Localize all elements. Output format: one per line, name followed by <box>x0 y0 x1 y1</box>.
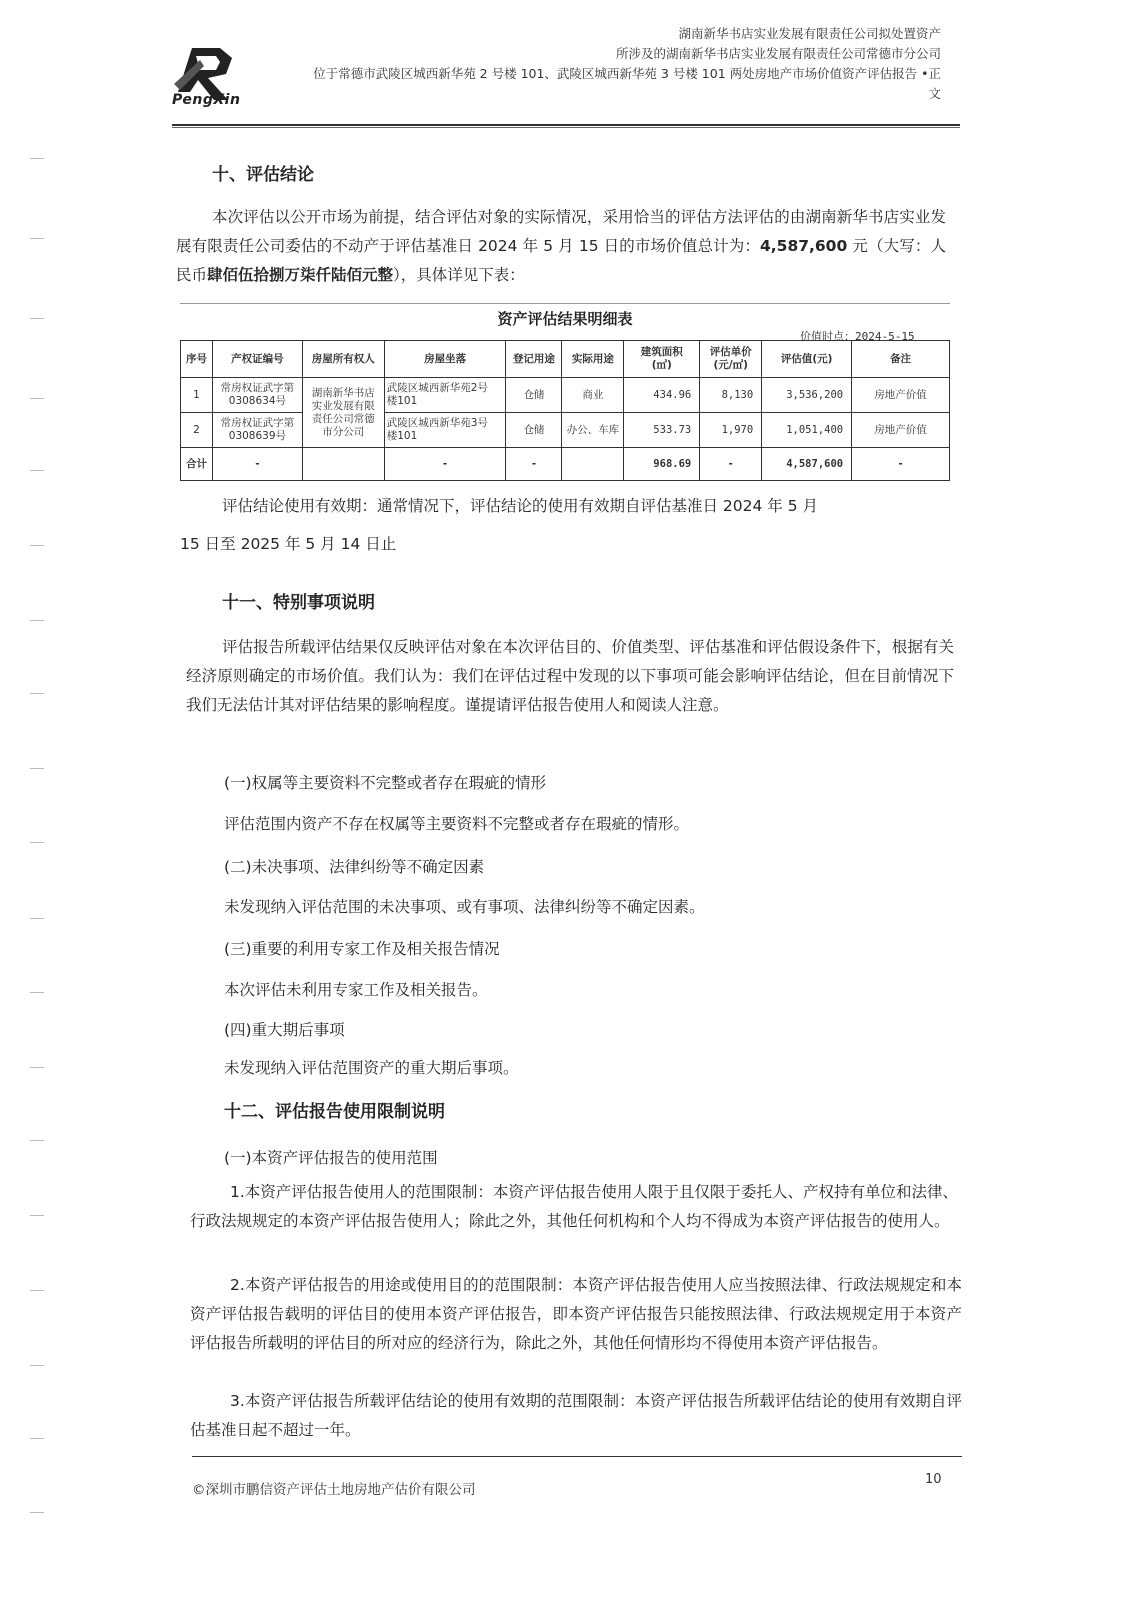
column-header: 评估值(元) <box>762 341 852 378</box>
table-cell: 968.69 <box>624 448 700 481</box>
header-line: 位于常德市武陵区城西新华苑 2 号楼 101、武陵区城西新华苑 3 号楼 101 两处房地产市场价值资产评估报告 •正 <box>313 66 941 81</box>
table-cell: 武陵区城西新华苑2号 楼101 <box>384 378 506 413</box>
margin-mark <box>30 1512 44 1513</box>
column-header: 建筑面积 (㎡) <box>624 341 700 378</box>
table-cell: 湖南新华书店 实业发展有限 责任公司常德 市分公司 <box>302 378 384 448</box>
table-cell: 房地产价值 <box>852 413 950 448</box>
column-header: 房屋坐落 <box>384 341 506 378</box>
usage-paragraph: 1.本资产评估报告使用人的范围限制：本资产评估报告使用人限于且仅限于委托人、产权持有单位和法律、行政法规规定的本资产评估报告使用人；除此之外，其他任何机构和个人均不得成为本资产评估报告的使用人。 <box>190 1183 958 1230</box>
table-title: 资产评估结果明细表 <box>497 310 633 328</box>
usage-paragraph: 2.本资产评估报告的用途或使用目的的范围限制：本资产评估报告使用人应当按照法律、行政法规规定和本资产评估报告载明的评估目的使用本资产评估报告，即本资产评估报告只能按照法律、行政法规规定用于本资产评估报告所载明的评估目的所对应的经济行为，除此之外，其他任何情形均不得使用本资产评估报告。 <box>190 1276 962 1352</box>
table-cell: 8,130 <box>700 378 762 413</box>
margin-mark <box>30 470 44 471</box>
margin-mark <box>30 918 44 919</box>
results-table <box>180 340 950 481</box>
margin-mark <box>30 1215 44 1216</box>
conclusion-paragraph <box>176 203 946 290</box>
table-cell: - <box>506 448 562 481</box>
margin-mark <box>30 693 44 694</box>
table-cell: 3,536,200 <box>762 378 852 413</box>
table-top-rule <box>180 303 950 304</box>
table-cell <box>562 448 624 481</box>
conclusion-text: ），具体详见下表： <box>393 266 525 284</box>
table-cell: 1,051,400 <box>762 413 852 448</box>
column-header: 实际用途 <box>562 341 624 378</box>
margin-mark <box>30 1067 44 1068</box>
footer-rule <box>192 1456 962 1457</box>
logo-wordmark: PengXin <box>172 92 241 108</box>
table-cell: 办公、车库 <box>562 413 624 448</box>
table-cell: 4,587,600 <box>762 448 852 481</box>
total-value-words: 肆佰伍拾捌万柒仟陆佰元整 <box>207 266 394 284</box>
table-row <box>181 378 950 413</box>
page-number: 10 <box>925 1472 942 1487</box>
section-heading: 十二、评估报告使用限制说明 <box>224 1102 445 1122</box>
column-header: 登记用途 <box>506 341 562 378</box>
table-date: 价值时点：2024-5-15 <box>800 330 915 343</box>
table-cell: 1 <box>181 378 213 413</box>
conclusion-text: 本次评估以公开市场为前提，结合评估对象的实际情况，采用恰当的评估方法评估的由湖南新华书店实业发展有限责任公司委估的不动产于评估基准日 2024 年 5 月 15 日的市场价值总计为： <box>176 208 946 255</box>
margin-mark <box>30 1290 44 1291</box>
table-row <box>181 413 950 448</box>
total-value: 4,587,600 <box>759 237 848 255</box>
table-cell: - <box>384 448 506 481</box>
header-line: 文 <box>928 86 941 101</box>
table-cell: 武陵区城西新华苑3号 楼101 <box>384 413 506 448</box>
margin-mark <box>30 398 44 399</box>
subsection-text: 评估范围内资产不存在权属等主要资料不完整或者存在瑕疵的情形。 <box>224 815 690 833</box>
special-matters-paragraph: 评估报告所载评估结果仅反映评估对象在本次评估目的、价值类型、评估基准和评估假设条件下，根据有关经济原则确定的市场价值。我们认为：我们在评估过程中发现的以下事项可能会影响评估结论，但在目前情况下我们无法估计其对评估结果的影响程度。谨提请评估报告使用人和阅读人注意。 <box>186 638 954 714</box>
table-header-row <box>181 341 950 378</box>
subsection-text: 未发现纳入评估范围资产的重大期后事项。 <box>224 1059 519 1077</box>
table-cell: 商业 <box>562 378 624 413</box>
margin-mark <box>30 768 44 769</box>
column-header: 备注 <box>852 341 950 378</box>
table-cell: 常房权证武字第 0308639号 <box>212 413 302 448</box>
header-rule <box>172 127 960 128</box>
column-header: 评估单价 (元/㎡) <box>700 341 762 378</box>
column-header: 序号 <box>181 341 213 378</box>
table-cell: 2 <box>181 413 213 448</box>
margin-mark <box>30 1438 44 1439</box>
table-cell: 常房权证武字第 0308634号 <box>212 378 302 413</box>
table-cell: 仓储 <box>506 413 562 448</box>
margin-mark <box>30 1365 44 1366</box>
table-cell <box>302 448 384 481</box>
subsection-title: (四)重大期后事项 <box>224 1021 345 1039</box>
header-rule <box>172 124 960 126</box>
footer-company: ©深圳市鹏信资产评估土地房地产估价有限公司 <box>192 1482 476 1498</box>
column-header: 产权证编号 <box>212 341 302 378</box>
table-total-row <box>181 448 950 481</box>
margin-mark <box>30 545 44 546</box>
section-heading: 十、评估结论 <box>212 165 314 185</box>
table-cell: 533.73 <box>624 413 700 448</box>
table-cell: 仓储 <box>506 378 562 413</box>
header-line: 湖南新华书店实业发展有限责任公司拟处置资产 <box>678 26 941 41</box>
subsection-title: (二)未决事项、法律纠纷等不确定因素 <box>224 858 485 876</box>
table-cell: - <box>700 448 762 481</box>
subsection-title: (三)重要的利用专家工作及相关报告情况 <box>224 940 500 958</box>
table-cell: 合计 <box>181 448 213 481</box>
validity-line: 评估结论使用有效期：通常情况下，评估结论的使用有效期自评估基准日 2024 年 5 月 <box>222 497 819 515</box>
section-heading: 十一、特别事项说明 <box>222 593 375 613</box>
header-line: 所涉及的湖南新华书店实业发展有限责任公司常德市分公司 <box>615 46 941 61</box>
running-header <box>241 24 941 104</box>
margin-mark <box>30 238 44 239</box>
table-cell: 434.96 <box>624 378 700 413</box>
margin-mark <box>30 158 44 159</box>
usage-paragraph: 3.本资产评估报告所载评估结论的使用有效期的范围限制：本资产评估报告所载评估结论的使用有效期自评估基准日起不超过一年。 <box>190 1392 962 1439</box>
margin-mark <box>30 318 44 319</box>
subsection-text: 未发现纳入评估范围的未决事项、或有事项、法律纠纷等不确定因素。 <box>224 898 705 916</box>
margin-mark <box>30 620 44 621</box>
table-cell: - <box>852 448 950 481</box>
subsection-title: (一)权属等主要资料不完整或者存在瑕疵的情形 <box>224 774 547 792</box>
table-cell: 房地产价值 <box>852 378 950 413</box>
validity-line: 15 日至 2025 年 5 月 14 日止 <box>180 535 397 553</box>
table-cell: - <box>212 448 302 481</box>
conclusion-text: 元（大写：人民币 <box>176 237 946 284</box>
table-cell: 1,970 <box>700 413 762 448</box>
margin-mark <box>30 992 44 993</box>
subsection-title: (一)本资产评估报告的使用范围 <box>224 1149 438 1167</box>
subsection-text: 本次评估未利用专家工作及相关报告。 <box>224 981 488 999</box>
column-header: 房屋所有权人 <box>302 341 384 378</box>
margin-mark <box>30 842 44 843</box>
margin-mark <box>30 1140 44 1141</box>
